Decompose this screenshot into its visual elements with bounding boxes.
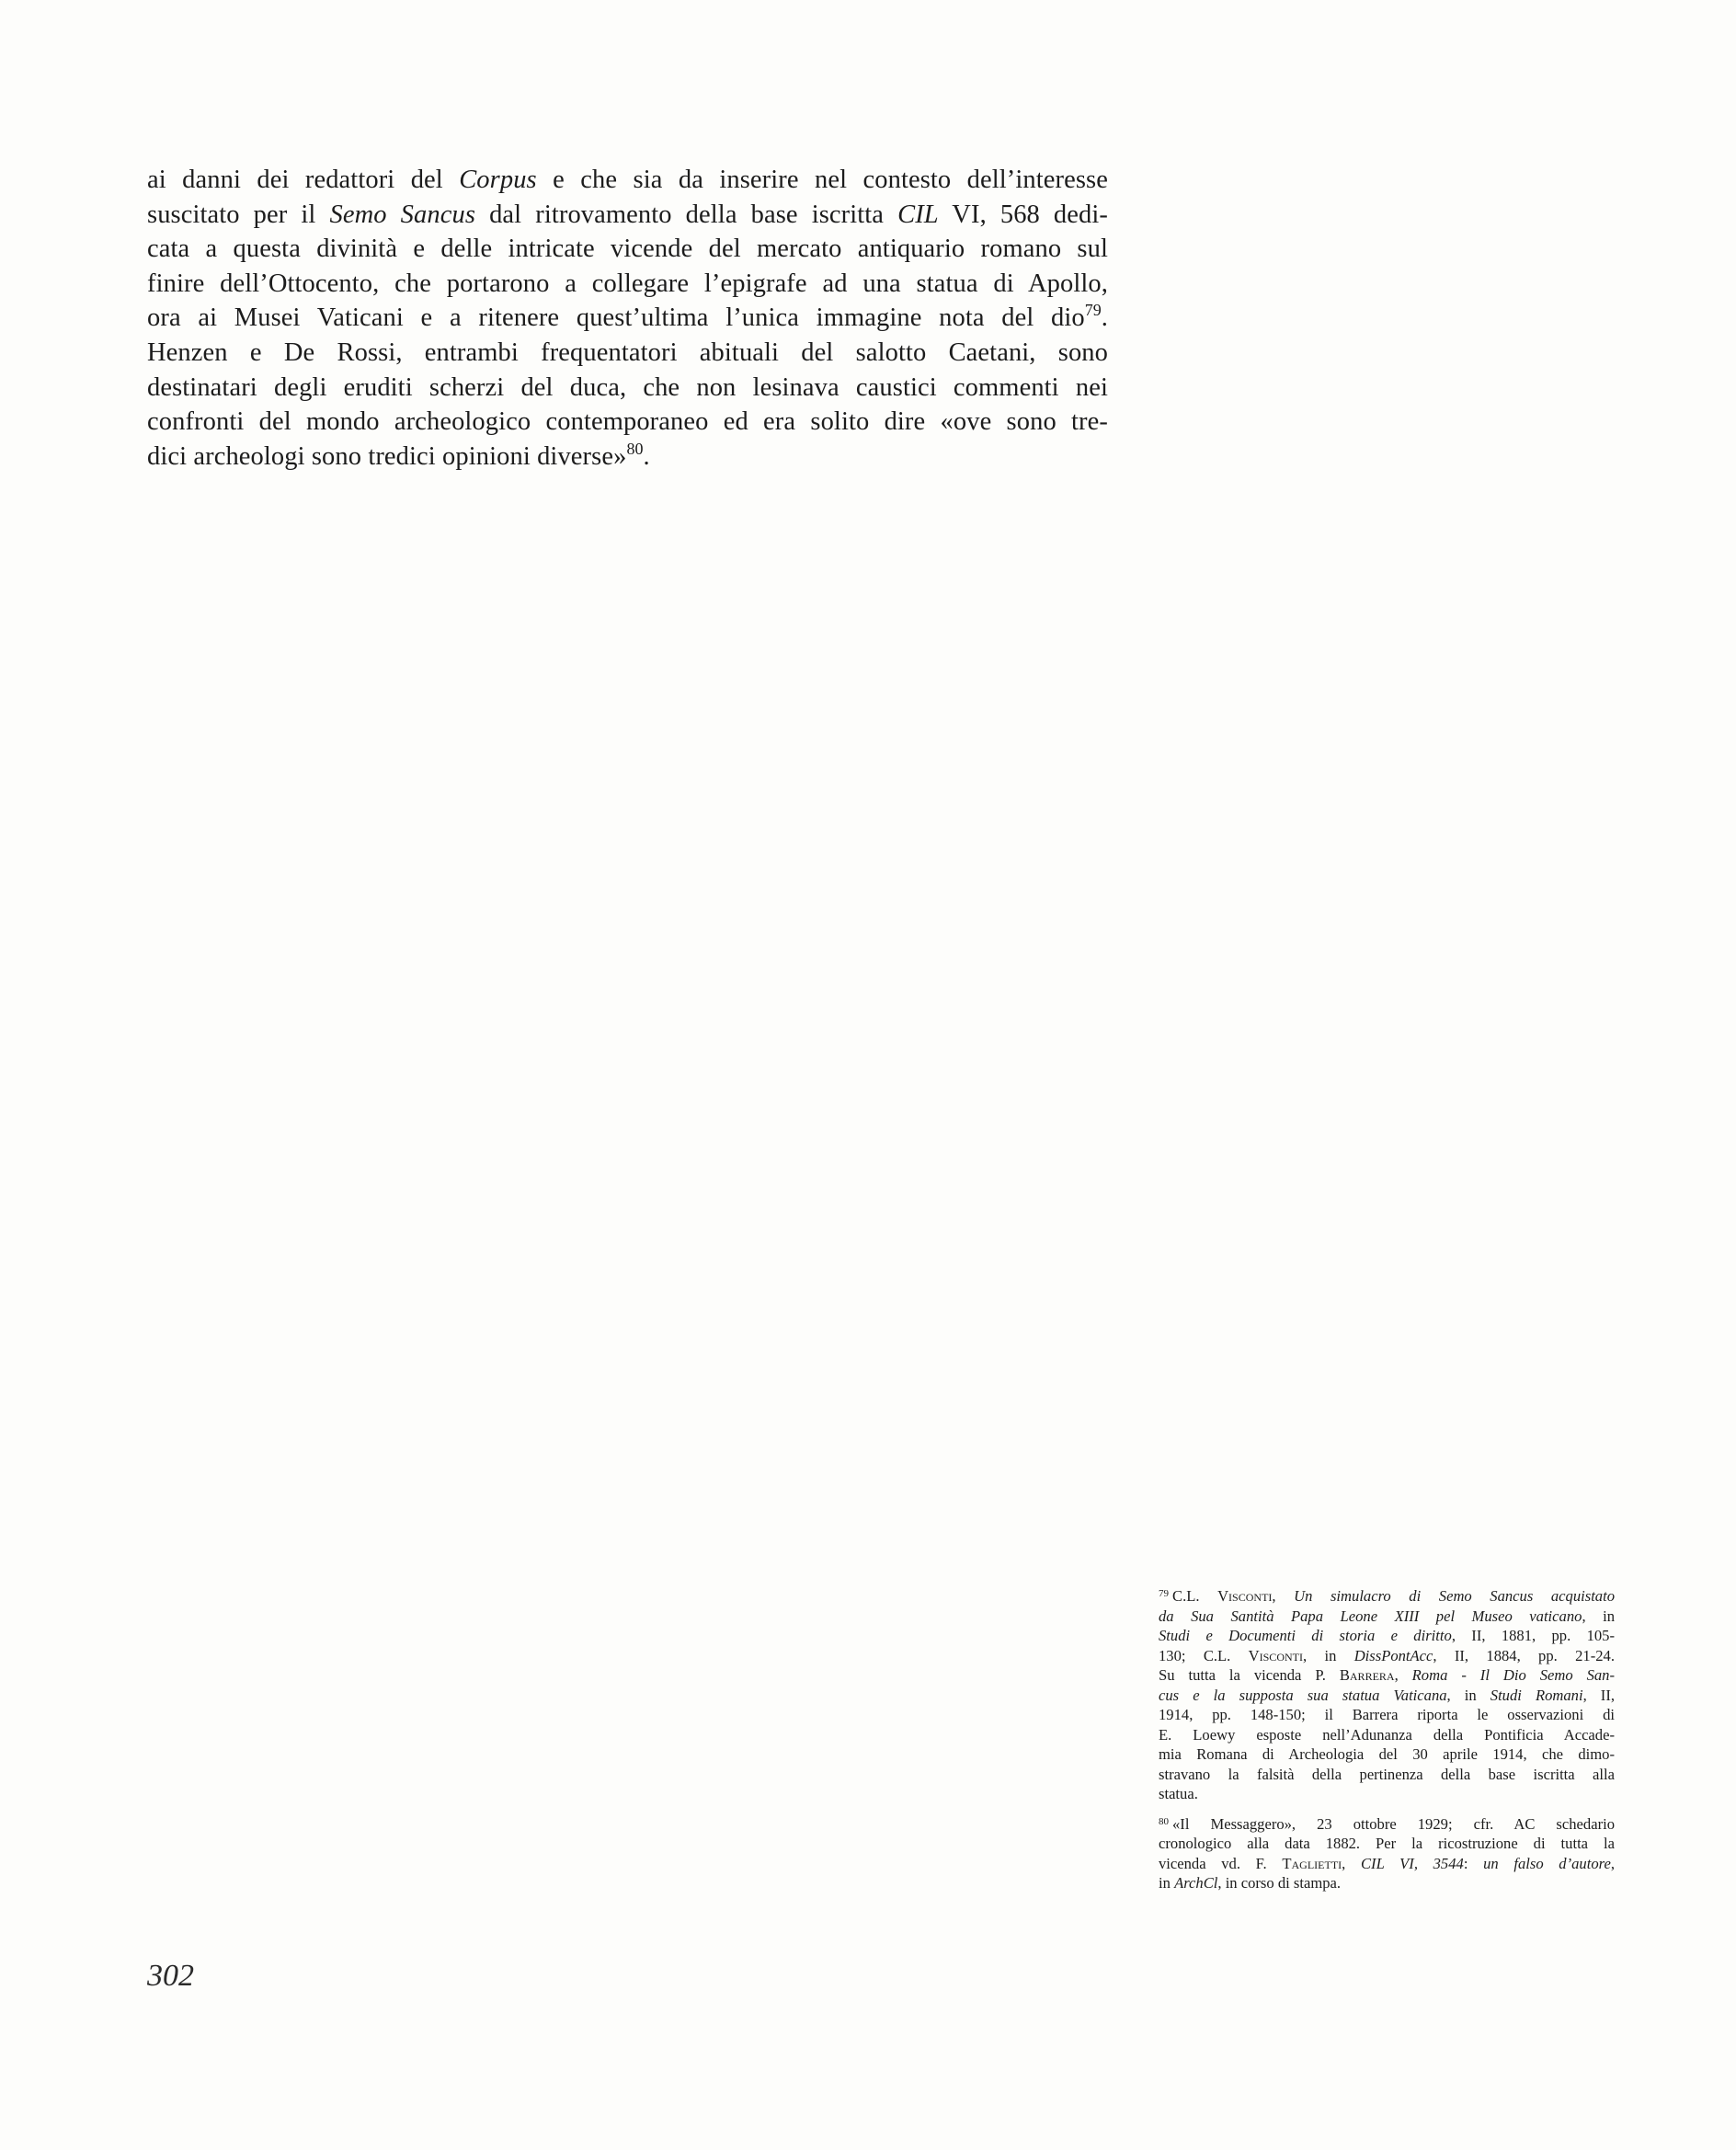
text-line: suscitato per il Semo Sancus dal ritrovamento della base iscritta CIL VI, 568 dedi- [147, 200, 1108, 229]
text-line: cata a questa divinità e delle intricate vicende del mercato antiquario romano sul [147, 234, 1108, 264]
footnote-line: statua. [1159, 1785, 1198, 1802]
footnote-line: vicenda vd. F. Taglietti, CIL VI, 3544: un falso d’autore, [1159, 1854, 1615, 1872]
text-line: Henzen e De Rossi, entrambi frequentatori abituali del salotto Caetani, sono [147, 337, 1108, 367]
footnote-line: cronologico alla data 1882. Per la ricostruzione di tutta la [1159, 1835, 1615, 1852]
footnote-number: 80 [1159, 1815, 1169, 1827]
page-number: 302 [147, 1959, 194, 1993]
footnote-line: 1914, pp. 148-150; il Barrera riporta le osservazioni di [1159, 1706, 1615, 1723]
footnote-line: cus e la supposta sua statua Vaticana, in Studi Romani, II, [1159, 1686, 1616, 1704]
footnote-line: $^{79}$ C.L. Visconti, Un simulacro di Semo Sancus acquistato [1159, 1587, 1616, 1605]
footnote-number: 79 [1159, 1588, 1169, 1599]
footnote-line: in ArchCl, in corso di stampa. [1159, 1874, 1342, 1892]
footnote-line: Studi e Documenti di storia e diritto, II, 1881, pp. 105- [1159, 1627, 1616, 1644]
footnote-reference: 80 [626, 439, 644, 458]
body-paragraph [147, 163, 1108, 474]
footnote-79 [1159, 1586, 1615, 1804]
text-line: destinatari degli eruditi scherzi del duca, che non lesinava caustici commenti nei [147, 372, 1108, 402]
footnote-line: 130; C.L. Visconti, in DissPontAcc, II, 1884, pp. 21-24. [1159, 1646, 1615, 1664]
footnote-line: Su tutta la vicenda P. Barrera, Roma - Il Dio Semo San- [1159, 1666, 1615, 1684]
text-line: dici archeologi sono tredici opinioni diverse»$^{80}$. [147, 439, 650, 471]
footnote-80 [1159, 1814, 1615, 1893]
footnotes [1159, 1586, 1615, 1893]
footnote-reference: 79 [1084, 301, 1102, 320]
footnote-line: $^{80}$ «Il Messaggero», 23 ottobre 1929; cfr. AC schedario [1159, 1814, 1615, 1833]
footnote-line: stravano la falsità della pertinenza della base iscritta alla [1159, 1765, 1615, 1783]
footnote-line: da Sua Santità Papa Leone XIII pel Museo vaticano, in [1159, 1607, 1615, 1625]
text-line: confronti del mondo archeologico contemporaneo ed era solito dire «ove sono tre- [147, 407, 1108, 437]
text-line: ai danni dei redattori del Corpus e che sia da inserire nel contesto dell’interesse [147, 166, 1108, 194]
text-line: finire dell’Ottocento, che portarono a collegare l’epigrafe ad una statua di Apollo, [147, 269, 1108, 298]
text-line: ora ai Musei Vaticani e a ritenere quest’ultima l’unica immagine nota del dio$^{79}$. [147, 301, 1108, 333]
footnote-line: mia Romana di Archeologia del 30 aprile 1914, che dimo- [1159, 1745, 1615, 1763]
footnote-line: E. Loewy esposte nell’Adunanza della Pontificia Accade- [1159, 1725, 1615, 1744]
